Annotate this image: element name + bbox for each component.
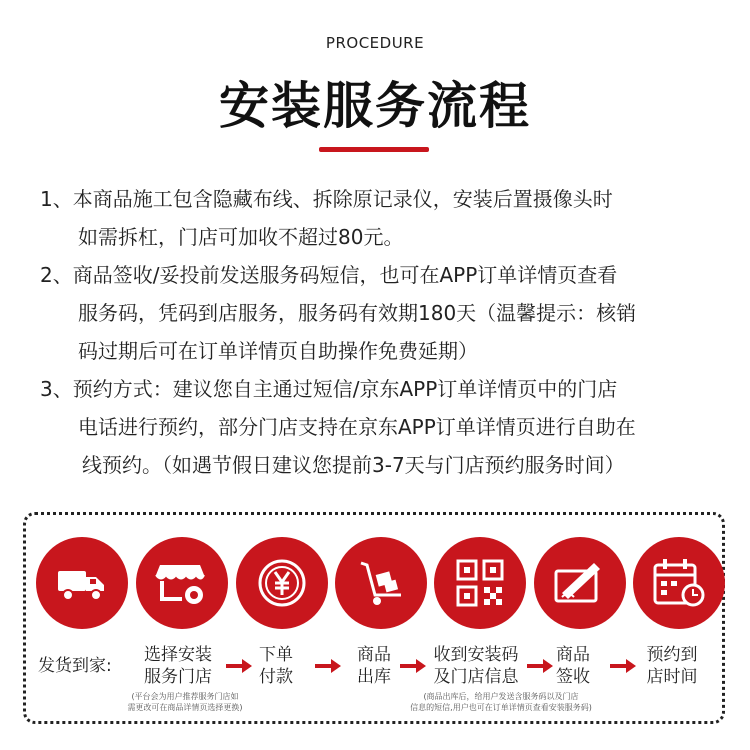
- flow-node-sign: [553, 644, 593, 688]
- instruction-step-1: [40, 180, 720, 256]
- instruction-step-3: [40, 370, 720, 484]
- page-title: 安装服务流程: [219, 77, 531, 135]
- instruction-list: [40, 180, 720, 484]
- yen-payment-icon: [236, 537, 328, 629]
- instruction-step-2: [40, 256, 720, 370]
- step-1-line-1: 1、本商品施工包含隐藏布线、拆除原记录仪，安装后置摄像头时: [40, 187, 613, 211]
- flow-node-receive-code: [428, 644, 524, 688]
- sign-pen-icon: [534, 537, 626, 629]
- store-selection-note: [110, 691, 260, 713]
- flow-node-order-pay: [256, 644, 296, 688]
- flow-node-3-line1: 商品: [357, 645, 391, 665]
- note-left-line1: (平台会为用户推荐服务门店如: [131, 692, 239, 701]
- procedure-label: PROCEDURE: [325, 34, 425, 52]
- flow-node-dispatch: [354, 644, 394, 688]
- store-gear-icon: [136, 537, 228, 629]
- flow-node-1-line1: 选择安装: [144, 645, 212, 665]
- step-1-line-2: 如需拆杠，门店可加收不超过80元。: [78, 225, 404, 249]
- note-right-line1: (商品出库后，给用户发送含服务码以及门店: [423, 692, 579, 701]
- service-code-note: [394, 691, 608, 713]
- flow-node-4-line2: 及门店信息: [433, 667, 519, 687]
- calendar-clock-icon: [633, 537, 725, 629]
- note-right-line2: 信息的短信,用户也可在订单详情页查看安装服务码): [410, 703, 592, 712]
- flow-node-6-line1: 预约到: [646, 645, 698, 665]
- step-3-line-1: 3、预约方式：建议您自主通过短信/京东APP订单详情页中的门店: [40, 377, 618, 401]
- flow-node-6-line2: 店时间: [646, 667, 698, 687]
- flow-arrow-icon: [226, 659, 252, 673]
- flow-node-1-line2: 服务门店: [144, 667, 212, 687]
- flow-node-appointment: [640, 644, 704, 688]
- flow-arrow-icon: [527, 659, 553, 673]
- qr-code-icon: [434, 537, 526, 629]
- title-underline: [319, 147, 429, 152]
- step-2-line-1: 2、商品签收/妥投前发送服务码短信，也可在APP订单详情页查看: [40, 263, 618, 287]
- step-2-line-3: 码过期后可在订单详情页自助操作免费延期）: [78, 339, 478, 363]
- step-3-line-3: 线预约。（如遇节假日建议您提前3-7天与门店预约服务时间）: [82, 453, 625, 477]
- hand-truck-icon: [335, 537, 427, 629]
- flow-node-5-line2: 签收: [556, 667, 590, 687]
- flow-node-2-line1: 下单: [259, 645, 293, 665]
- flow-start-label: 发货到家:: [38, 656, 112, 676]
- flow-node-2-line2: 付款: [259, 667, 293, 687]
- flow-node-4-line1: 收到安装码: [433, 645, 519, 665]
- flow-arrow-icon: [610, 659, 636, 673]
- flow-node-5-line1: 商品: [556, 645, 590, 665]
- flow-node-3-line2: 出库: [357, 667, 391, 687]
- truck-icon: [36, 537, 128, 629]
- step-3-line-2: 电话进行预约，部分门店支持在京东APP订单详情页进行自助在: [78, 415, 636, 439]
- step-2-line-2: 服务码，凭码到店服务，服务码有效期180天（温馨提示：核销: [78, 301, 637, 325]
- note-left-line2: 需更改可在商品详情页选择更换): [127, 703, 243, 712]
- flow-node-select-store: [138, 644, 218, 688]
- flow-arrow-icon: [315, 659, 341, 673]
- flow-arrow-icon: [400, 659, 426, 673]
